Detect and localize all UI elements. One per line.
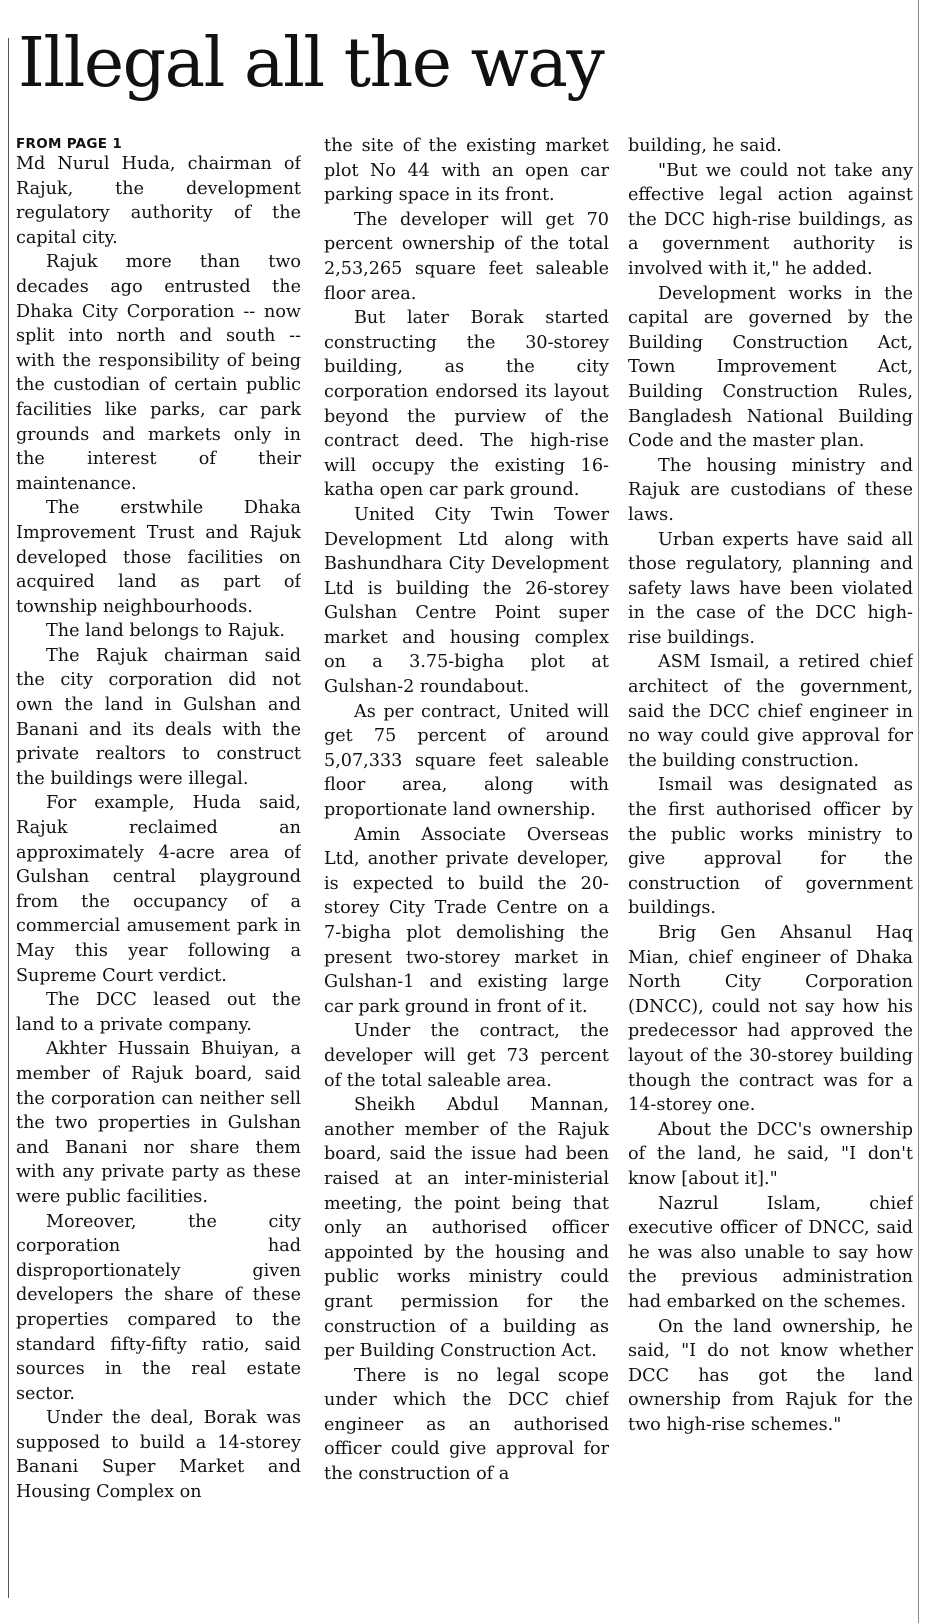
paragraph: Akhter Hussain Bhuiyan, a member of Rajuk board, said the corporation can neither sell the two properties in Gulshan and Banani nor share them with any private party as these were public facilities. <box>16 1039 301 1207</box>
paragraph: About the DCC's ownership of the land, he said, "I don't know [about it]." <box>628 1119 913 1189</box>
column-2 <box>324 134 609 1619</box>
paragraph: For example, Huda said, Rajuk reclaimed an approximately 4-acre area of Gulshan central playground from the occupancy of a commercial amusement park in May this year following a Supreme Court verdict. <box>16 793 301 986</box>
paragraph: Development works in the capital are governed by the Building Construction Act, Town Improvement Act, Building Construction Rules, Bangladesh National Building Code and the master plan. <box>628 283 913 452</box>
paragraph: On the land ownership, he said, "I do not know whether DCC has got the land ownership from Rajuk for the two high-rise schemes." <box>628 1316 913 1435</box>
column-1 <box>16 134 301 1619</box>
column-rule-left <box>8 38 9 1598</box>
paragraph: "But we could not take any effective legal action against the DCC high-rise buildings, as a government authority is involved with it," he added. <box>628 160 913 279</box>
page-edge-right <box>918 0 919 1623</box>
paragraph: ASM Ismail, a retired chief architect of the government, said the DCC chief engineer in no way could give approval for the building construction. <box>628 652 913 771</box>
paragraph: Md Nurul Huda, chairman of Rajuk, the development regulatory authority of the capital city. <box>16 154 301 248</box>
paragraph: The erstwhile Dhaka Improvement Trust and Rajuk developed those facilities on acquired land as part of township neighbourhoods. <box>16 498 301 617</box>
paragraph-continued: building, he said. <box>628 136 782 156</box>
paragraph: Under the contract, the developer will get 73 percent of the total saleable area. <box>324 1021 609 1091</box>
paragraph: The housing ministry and Rajuk are custodians of these laws. <box>628 455 913 525</box>
paragraph: Moreover, the city corporation had disproportionately given developers the share of these properties compared to the standard fifty-fifty ratio, said sources in the real estate sector. <box>16 1211 301 1404</box>
paragraph: Nazrul Islam, chief executive officer of DNCC, said he was also unable to say how the previous administration had embarked on the schemes. <box>628 1193 913 1312</box>
paragraph: United City Twin Tower Development Ltd along with Bashundhara City Development Ltd is building the 26-storey Gulshan Centre Point super market and housing complex on a 3.75-bigha plot at Gulshan-2 roundabout. <box>324 504 609 698</box>
paragraph: Under the deal, Borak was supposed to build a 14-storey Banani Super Market and Housing Complex on <box>16 1408 301 1503</box>
headline: Illegal all the way <box>18 24 604 103</box>
paragraph: Sheikh Abdul Mannan, another member of the Rajuk board, said the issue had been raised at an inter-ministerial meeting, the point being that only an authorised officer appointed by the housing and public works ministry could grant permission for the construction of a building as per Building Construction Act. <box>324 1095 609 1362</box>
paragraph: The Rajuk chairman said the city corporation did not own the land in Gulshan and Banani and its deals with the private realtors to construct the buildings were illegal. <box>16 645 301 789</box>
paragraph: There is no legal scope under which the DCC chief engineer as an authorised officer could give approval for the construction of a <box>324 1365 609 1485</box>
paragraph: The land belongs to Rajuk. <box>46 621 285 642</box>
column-3 <box>628 134 913 1619</box>
paragraph: As per contract, United will get 75 percent of around 5,07,333 square feet saleable floor area, along with proportionate land ownership. <box>324 701 609 821</box>
paragraph: Amin Associate Overseas Ltd, another private developer, is expected to build the 20-storey City Trade Centre on a 7-bigha plot demolishing the present two-storey market in Gulshan-1 and existing large car park ground in front of it. <box>324 824 609 1017</box>
paragraph: Rajuk more than two decades ago entrusted the Dhaka City Corporation -- now split into north and south -- with the responsibility of being the custodian of certain public facilities like parks, car park grounds and markets only in the interest of their maintenance. <box>16 252 301 494</box>
paragraph: Urban experts have said all those regulatory, planning and safety laws have been violated in the case of the DCC high-rise buildings. <box>628 529 913 648</box>
paragraph-continued: the site of the existing market plot No 44 with an open car parking space in its front. <box>324 136 609 206</box>
paragraph: But later Borak started constructing the 30-storey building, as the city corporation endorsed its layout beyond the purview of the contract deed. The high-rise will occupy the existing 16-katha open car park ground. <box>324 308 609 501</box>
paragraph: The DCC leased out the land to a private company. <box>16 990 301 1035</box>
paragraph: Brig Gen Ahsanul Haq Mian, chief engineer of Dhaka North City Corporation (DNCC), could not say how his predecessor had approved the layout of the 30-storey building though the contract was for a 14-storey one. <box>628 923 913 1116</box>
kicker-from-page-1: FROM PAGE 1 <box>16 136 123 152</box>
paragraph: The developer will get 70 percent ownership of the total 2,53,265 square feet saleable floor area. <box>324 209 609 304</box>
paragraph: Ismail was designated as the first authorised officer by the public works ministry to give approval for the construction of government buildings. <box>628 775 913 919</box>
